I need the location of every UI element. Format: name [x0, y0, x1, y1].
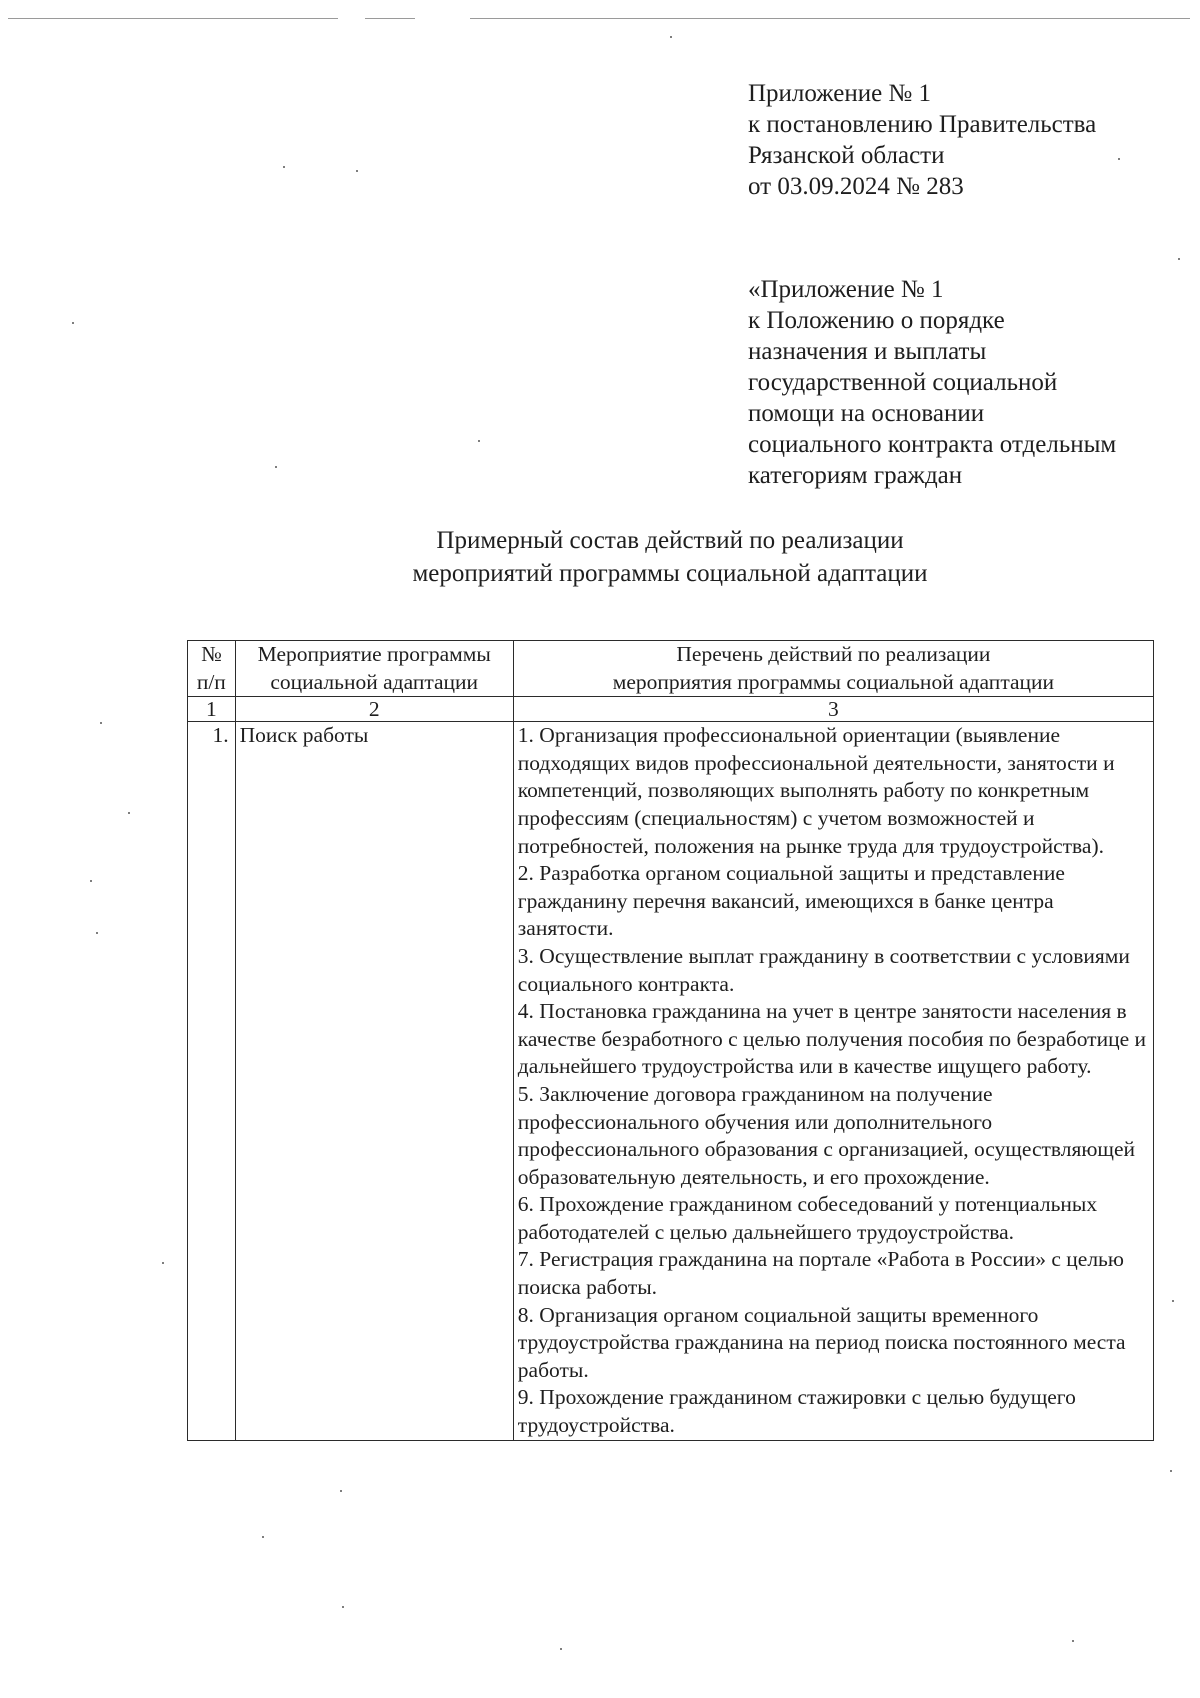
scan-speck	[1072, 1640, 1074, 1642]
row-number-cell: 1.	[188, 722, 236, 1440]
scan-speck	[560, 1648, 562, 1650]
scan-speck	[100, 722, 102, 724]
document-title	[170, 524, 1170, 590]
action-item: 4. Постановка гражданина на учет в центре занятости населения в качестве безработного с целью получения пособия по безработице и дальнейшего трудоустройства или в качестве ищущего работу.	[517, 999, 1147, 1079]
appendix-line: к Положению о порядке	[748, 307, 1005, 334]
header-cell-measure	[235, 641, 513, 697]
header-cell-actions	[513, 641, 1153, 697]
title-line: Примерный состав действий по реализации	[436, 527, 904, 554]
action-item: 3. Осуществление выплат гражданину в соответствии с условиями социального контракта.	[517, 943, 1130, 996]
scan-speck	[1170, 1470, 1172, 1472]
adaptation-actions-table	[187, 640, 1154, 1441]
scan-speck	[340, 1490, 342, 1492]
scan-speck	[96, 932, 98, 934]
column-number-cell: 1	[188, 697, 236, 722]
column-number-cell: 3	[513, 697, 1153, 722]
scan-speck	[283, 166, 285, 168]
header-line: к постановлению Правительства	[748, 111, 1097, 138]
resolution-annex-header	[748, 78, 1096, 202]
scan-speck	[1172, 1300, 1174, 1302]
scan-edge-line	[365, 18, 415, 19]
action-item: 8. Организация органом социальной защиты временного трудоустройства гражданина на период поиска постоянного места работы.	[517, 1302, 1126, 1382]
header-cell-text: мероприятия программы социальной адаптации	[612, 669, 1055, 694]
appendix-line: «Приложение № 1	[748, 276, 944, 303]
action-item: 9. Прохождение гражданином стажировки с целью будущего трудоустройства.	[517, 1385, 1076, 1438]
scan-speck	[1178, 258, 1180, 260]
scan-speck	[342, 1606, 344, 1608]
appendix-line: социального контракта отдельным	[748, 431, 1117, 458]
scan-speck	[478, 440, 480, 442]
scan-speck	[128, 812, 130, 814]
header-cell-text: №	[201, 642, 222, 666]
scan-speck	[670, 36, 672, 38]
header-line: Приложение № 1	[748, 80, 932, 107]
action-item: 7. Регистрация гражданина на портале «Работа в России» с целью поиска работы.	[517, 1247, 1124, 1300]
column-number-cell: 2	[235, 697, 513, 722]
header-cell-text: Перечень действий по реализации	[676, 642, 991, 666]
scan-speck	[356, 170, 358, 172]
scan-speck	[1118, 158, 1120, 160]
scan-speck	[275, 466, 277, 468]
scan-edge-line	[470, 18, 1190, 19]
title-line: мероприятий программы социальной адаптации	[412, 560, 928, 587]
action-item: 2. Разработка органом социальной защиты и представление гражданину перечня вакансий, имеющихся в банке центра занятости.	[517, 861, 1065, 941]
scan-speck	[72, 322, 74, 324]
table-header-row	[188, 641, 1154, 697]
actions-cell	[513, 722, 1153, 1440]
action-item: 6. Прохождение гражданином собеседований у потенциальных работодателей с целью дальнейшего трудоустройства.	[517, 1192, 1098, 1244]
table-row	[188, 722, 1154, 1440]
header-cell-number	[188, 641, 236, 697]
scan-speck	[262, 1536, 264, 1538]
appendix-line: государственной социальной	[748, 369, 1058, 396]
header-cell-text: социальной адаптации	[270, 669, 479, 694]
scan-edge-line	[8, 18, 338, 19]
header-cell-text: Мероприятие программы	[257, 642, 491, 666]
regulation-annex-header	[748, 274, 1116, 491]
action-item: 1. Организация профессиональной ориентации (выявление подходящих видов профессиональной деятельности, занятости и компетенций, позволяющих выполнять работу по конкретным профессиям (специальностям) с учетом возможностей и потребностей, положения на рынке труда для трудоустройства).	[517, 723, 1115, 858]
header-cell-text: п/п	[196, 669, 226, 694]
column-number-row	[188, 697, 1154, 722]
header-line: Рязанской области	[748, 142, 945, 169]
measure-cell: Поиск работы	[235, 722, 513, 1440]
appendix-line: назначения и выплаты	[748, 338, 987, 365]
header-line: от 03.09.2024 № 283	[748, 173, 964, 200]
scan-speck	[90, 880, 92, 882]
action-item: 5. Заключение договора гражданином на получение профессионального обучения или дополнительного профессионального образования с организацией, осуществляющей образовательную деятельность, и его прохождение.	[517, 1081, 1136, 1189]
appendix-line: помощи на основании	[748, 400, 985, 427]
scan-speck	[162, 1262, 164, 1264]
appendix-line: категориям граждан	[748, 462, 963, 489]
